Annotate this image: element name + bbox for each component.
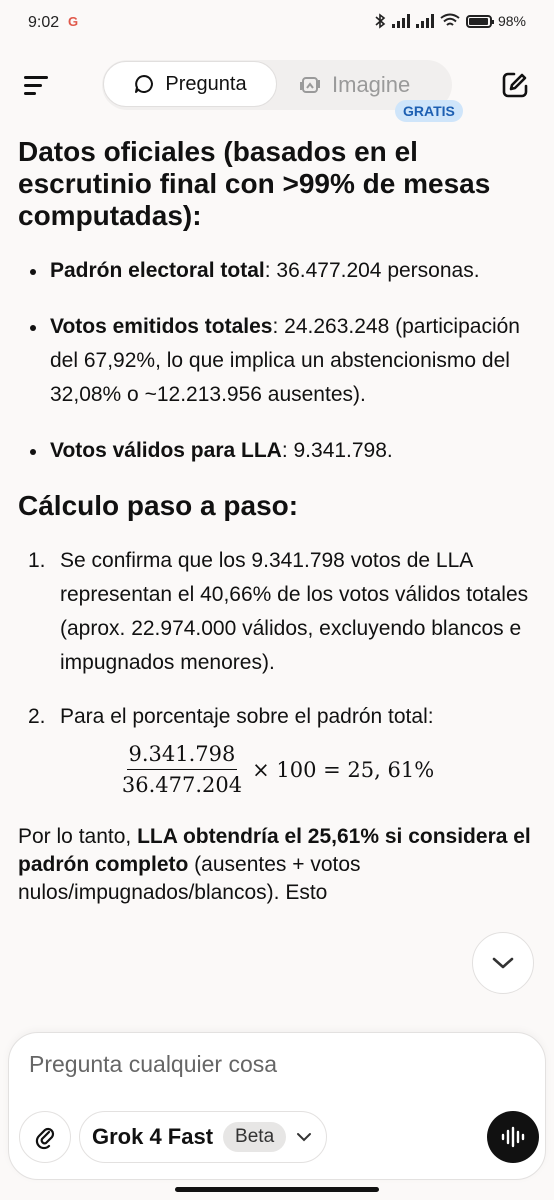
tab-pregunta[interactable] [103, 61, 277, 107]
conclusion-prefix: Por lo tanto, [18, 825, 138, 848]
conclusion-rest: (ausentes + votos nulos/impugnados/blancos). Esto [18, 853, 361, 904]
model-selector[interactable] [79, 1111, 327, 1163]
edit-icon [500, 70, 530, 100]
battery-icon [466, 15, 492, 28]
fact-label: Padrón electoral total [50, 259, 265, 282]
step-text: Se confirma que los 9.341.798 votos de LLA representan el 40,66% de los votos válidos totales (aprox. 22.974.000 válidos, excluyendo blancos e impugnados menores). [60, 549, 529, 674]
fact-label: Votos válidos para LLA [50, 439, 282, 462]
attach-button[interactable] [19, 1111, 71, 1163]
fact-value: : 24.263.248 (participación del 67,92%, lo que implica un abstencionismo del 32,08% o ~12.213.956 ausentes). [50, 315, 520, 406]
new-chat-button[interactable] [500, 70, 530, 100]
chat-bubble-icon [133, 73, 155, 95]
menu-button[interactable] [22, 70, 52, 100]
step-number: 1. [28, 549, 46, 572]
model-name: Grok 4 Fast [92, 1124, 214, 1149]
signal-icon-2 [416, 14, 434, 28]
status-time: 9:02 [28, 14, 60, 31]
conclusion-paragraph [18, 823, 536, 907]
model-badge: Beta [223, 1122, 286, 1152]
chevron-down-icon [491, 956, 515, 970]
paperclip-icon [34, 1124, 56, 1150]
battery-level: 98% [497, 13, 526, 29]
signal-icon [392, 14, 410, 28]
chevron-down-icon [296, 1132, 312, 1142]
facts-list [18, 254, 536, 468]
scroll-down-button[interactable] [472, 932, 534, 994]
list-item [18, 544, 536, 680]
wifi-icon [440, 13, 460, 29]
section-heading-calculo: Cálculo paso a paso: [18, 490, 299, 521]
google-icon: G [68, 14, 79, 29]
list-item [18, 434, 536, 468]
fraction-numerator: 9.341.798 [127, 742, 238, 770]
assistant-message [18, 136, 536, 907]
status-bar [0, 0, 554, 48]
tab-imagine-label: Imagine [332, 72, 411, 97]
fraction [120, 742, 244, 797]
tab-pregunta-label: Pregunta [165, 72, 247, 95]
composer [8, 1032, 546, 1180]
section-heading-datos: Datos oficiales (basados en el escrutinio final con >99% de mesas computadas): [18, 136, 491, 231]
fact-value: : 36.477.204 personas. [264, 259, 480, 282]
top-bar [0, 48, 554, 122]
list-item [18, 254, 536, 288]
tab-imagine[interactable] [298, 60, 410, 110]
fact-label: Votos emitidos totales [50, 315, 273, 338]
voice-button[interactable] [487, 1111, 539, 1163]
fraction-denominator: 36.477.204 [121, 773, 243, 797]
status-icons [374, 13, 526, 29]
math-formula [18, 742, 536, 797]
formula-rest: × 100 = 25, 61% [252, 757, 435, 782]
prompt-input[interactable]: Pregunta cualquier cosa [29, 1051, 278, 1077]
voice-waveform-icon [500, 1126, 526, 1148]
steps-list [18, 544, 536, 734]
step-text: Para el porcentaje sobre el padrón total: [60, 705, 434, 728]
conclusion-bold: LLA obtendría el 25,61% si considera el padrón completo [18, 825, 531, 876]
imagine-icon [298, 73, 322, 97]
step-number: 2. [28, 705, 46, 728]
list-item [18, 700, 536, 734]
home-indicator [175, 1187, 379, 1192]
gratis-badge: GRATIS [395, 100, 463, 122]
fact-value: : 9.341.798. [281, 439, 393, 462]
list-item [18, 310, 536, 412]
bluetooth-icon [374, 13, 386, 29]
